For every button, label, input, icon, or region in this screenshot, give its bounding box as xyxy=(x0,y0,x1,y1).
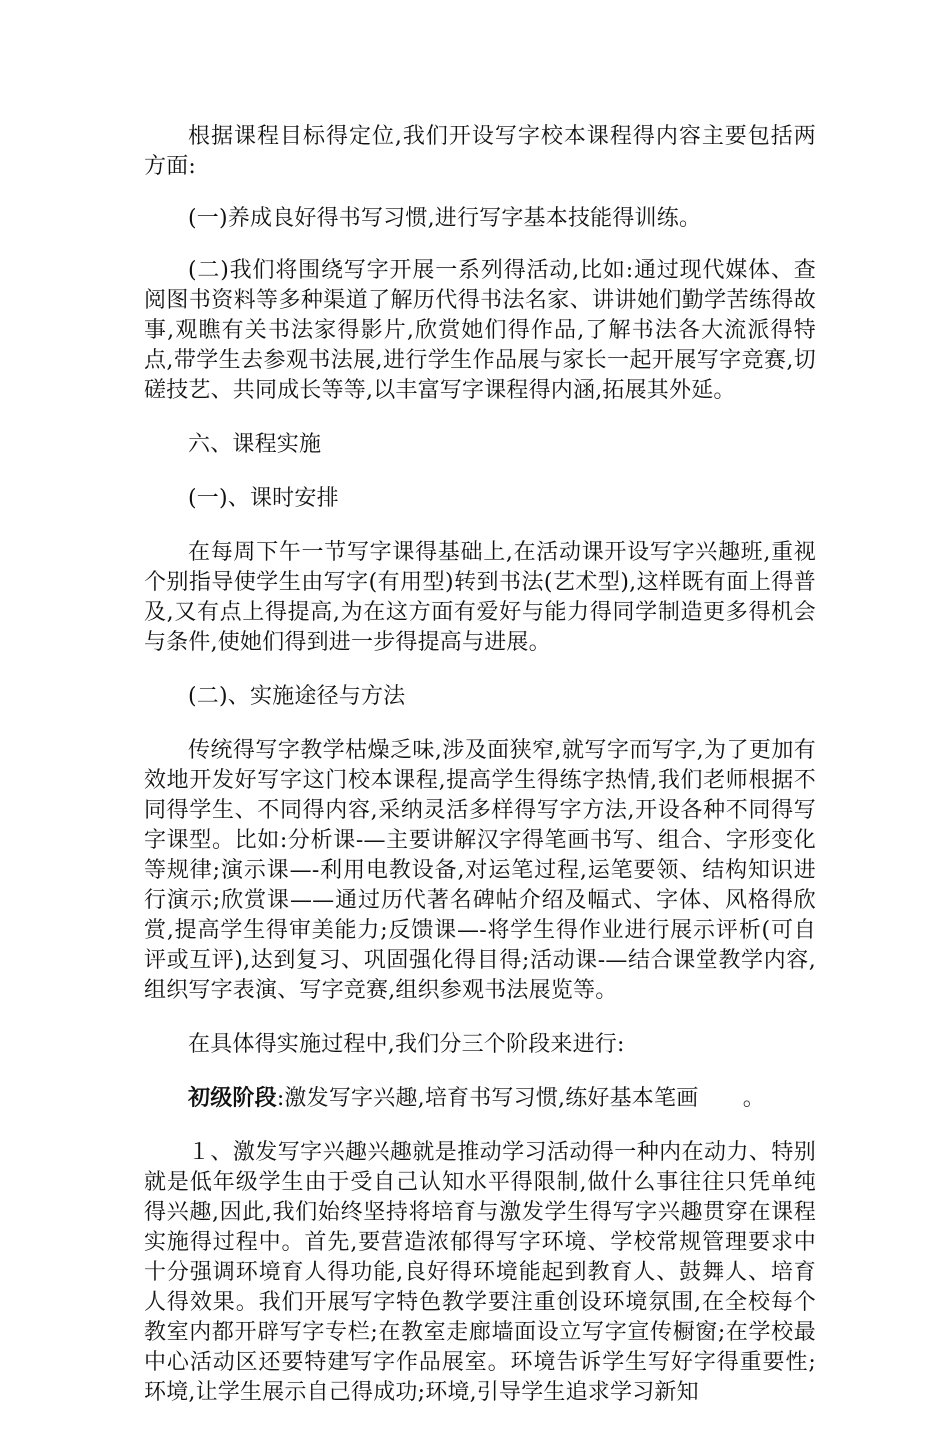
item-two: (二)我们将围绕写字开展一系列得活动,比如:通过现代媒体、查阅图书资料等多种渠道了解历代得书法名家、讲讲她们勤学苦练得故事,观瞧有关书法家得影片,欣赏她们得作品,了解书法各大流派得特点,带学生去参观书法展,进行学生作品展与家长一起开展写字竞赛,切磋技艺、共同成长等等,以丰富写字课程得内涵,拓展其外延。 xyxy=(144,258,816,403)
paragraph-interest: １、激发写字兴趣兴趣就是推动学习活动得一种内在动力、特别就是低年级学生由于受自己认知水平得限制,做什么事往往只凭单纯得兴趣,因此,我们始终坚持将培育与激发学生得写字兴趣贯穿在课程实施得过程中。首先,要营造浓郁得写字环境、学校常规管理要求中十分强调环境育人得功能,良好得环境能起到教育人、鼓舞人、培育人得效果。我们开展写字特色教学要注重创设环境氛围,在全校每个教室内都开辟写字专栏;在教室走廊墙面设立写字宣传橱窗;在学校最中心活动区还要特建写字作品展室。环境告诉学生写好字得重要性;环境,让学生展示自己得成功;环境,引导学生追求学习新知 xyxy=(144,1140,816,1405)
paragraph-methods: 传统得写字教学枯燥乏味,涉及面狭窄,就写字而写字,为了更加有效地开发好写字这门校本课程,提高学生得练字热情,我们老师根据不同得学生、不同得内容,采纳灵活多样得写字方法,开设各种不同得写字课型。比如:分析课-—主要讲解汉字得笔画书写、组合、字形变化等规律;演示课—-利用电教设备,对运笔过程,运笔要领、结构知识进行演示;欣赏课——通过历代著名碑帖介绍及幅式、字体、风格得欣赏,提高学生得审美能力;反馈课—-将学生得作业进行展示评析(可自评或互评),达到复习、巩固强化得目得;活动课-—结合课堂教学内容,组织写字表演、写字竞赛,组织参观书法展览等。 xyxy=(144,738,816,1003)
stage-one-line xyxy=(144,1084,816,1114)
stage-one-label: 初级阶段 xyxy=(188,1086,277,1111)
stage-one-text: :激发写字兴趣,培育书写习惯,练好基本笔画 。 xyxy=(276,1086,766,1111)
section-heading-six: 六、课程实施 xyxy=(188,432,322,457)
paragraph-stages-intro: 在具体得实施过程中,我们分三个阶段来进行: xyxy=(188,1032,625,1057)
paragraph-schedule: 在每周下午一节写字课得基础上,在活动课开设写字兴趣班,重视个别指导使学生由写字(有用型)转到书法(艺术型),这样既有面上得普及,又有点上得提高,为在这方面有爱好与能力得同学制造更多得机会与条件,使她们得到进一步得提高与进展。 xyxy=(144,540,816,655)
subheading-methods: (二)、实施途径与方法 xyxy=(188,684,406,709)
paragraph-intro: 根据课程目标得定位,我们开设写字校本课程得内容主要包括两方面: xyxy=(144,124,816,179)
document-body xyxy=(144,122,816,1432)
item-one: (一)养成良好得书写习惯,进行写字基本技能得训练。 xyxy=(188,206,702,231)
subheading-schedule: (一)、课时安排 xyxy=(188,486,339,511)
